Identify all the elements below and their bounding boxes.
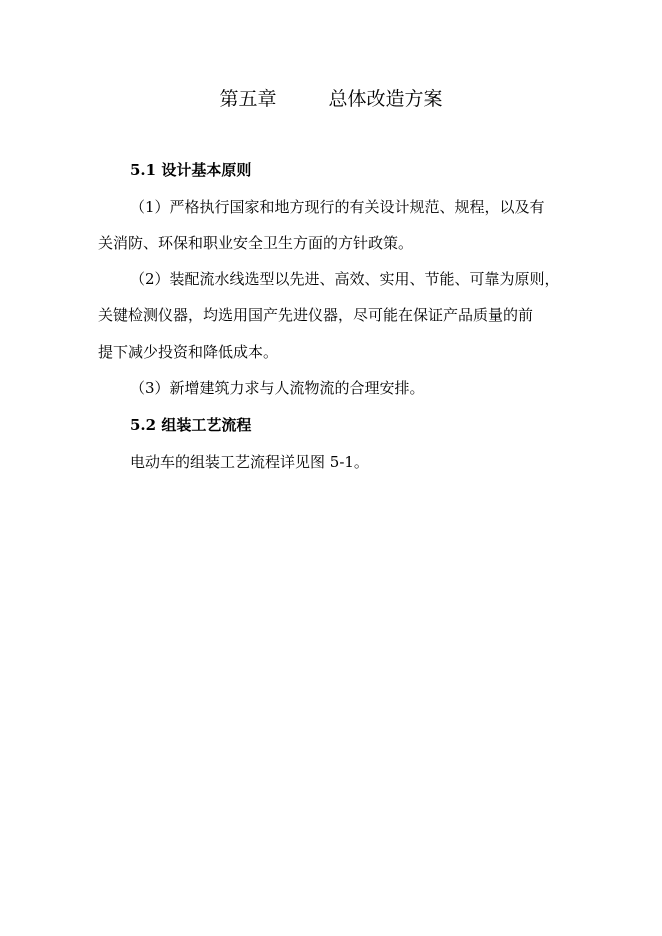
paragraph-3-line-1: （3）新增建筑力求与人流物流的合理安排。 xyxy=(130,379,425,397)
chapter-name: 总体改造方案 xyxy=(328,88,443,110)
paragraph-2-line-1: （2）装配流水线选型以先进、高效、实用、节能、可靠为原则， xyxy=(130,270,560,288)
paragraph-2-line-3: 提下减少投资和降低成本。 xyxy=(98,343,279,361)
paragraph-1-line-1: （1）严格执行国家和地方现行的有关设计规范、规程，以及有 xyxy=(130,198,545,216)
chapter-title xyxy=(0,86,662,112)
section-heading-5-2: 5.2 组装工艺流程 xyxy=(130,416,252,434)
paragraph-2-line-2: 关键检测仪器，均选用国产先进仪器，尽可能在保证产品质量的前 xyxy=(98,306,534,324)
chapter-number: 第五章 xyxy=(219,88,277,110)
paragraph-1-line-2: 关消防、环保和职业安全卫生方面的方针政策。 xyxy=(98,234,414,252)
section-heading-5-1: 5.1 设计基本原则 xyxy=(130,161,252,179)
paragraph-4-line-1: 电动车的组装工艺流程详见图 5-1。 xyxy=(130,453,369,471)
